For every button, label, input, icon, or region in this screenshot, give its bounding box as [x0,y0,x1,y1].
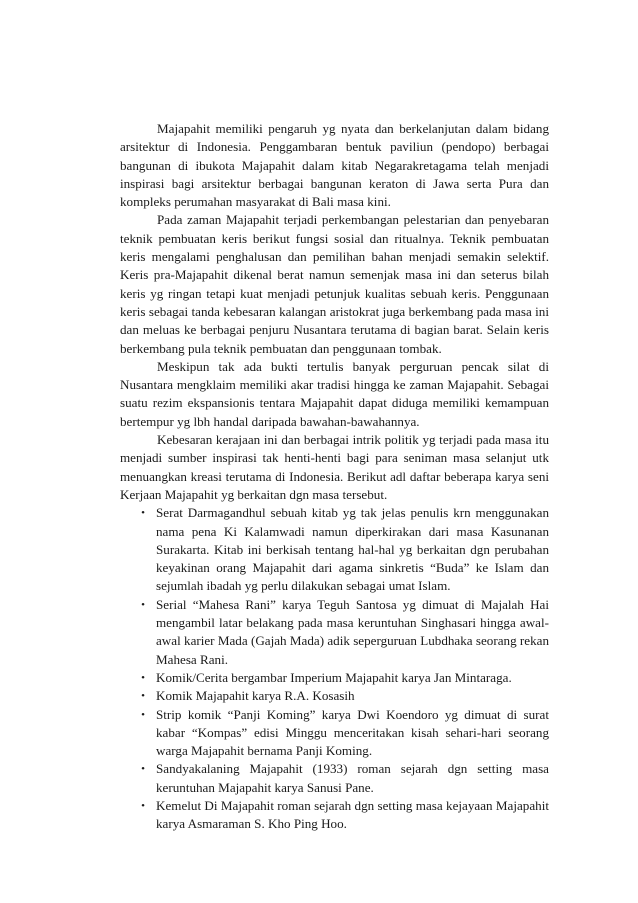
bullet-icon: • [141,799,145,812]
bullet-icon: • [141,690,145,703]
bullet-icon: • [141,671,145,684]
paragraph-architecture: Majapahit memiliki pengaruh yg nyata dan berkelanjutan dalam bidang arsitektur di Indonesia. Penggambaran bentuk paviliun (pendopo) berbagai bangunan di ibukota Majapahit dalam kitab Negarakretagama telah menjadi inspirasi bagi arsitektur berbagai bangunan keraton di Jawa serta Pura dan kompleks perumahan masyarakat di Bali masa kini. [120,121,549,210]
paragraph-keris: Pada zaman Majapahit terjadi perkembangan pelestarian dan penyebaran teknik pembuatan keris berikut fungsi sosial dan ritualnya. Teknik pembuatan keris mengalami penghalusan dan pemilihan bahan menjadi semakin selektif. Keris pra-Majapahit dikenal berat namun semenjak masa ini dan seterus bilah keris yg ringan tetapi kuat menjadi petunjuk kualitas sebuah keris. Penggunaan keris sebagai tanda kebesaran kalangan aristokrat juga berkembang pada masa ini dan meluas ke berbagai penjuru Nusantara terutama di bagian barat. Selain keris berkembang pula teknik pembuatan dan penggunaan tombak. [120,212,549,356]
bullet-icon: • [141,507,145,520]
bullet-icon: • [141,763,145,776]
list-item [141,706,549,761]
artworks-list [120,504,549,833]
list-item-text: Komik Majapahit karya R.A. Kosasih [156,688,355,704]
list-item [141,596,549,669]
bullet-icon: • [141,708,145,721]
list-item-text: Kemelut Di Majapahit roman sejarah dgn setting masa kejayaan Majapahit karya Asmaraman S. Kho Ping Hoo. [156,797,549,832]
list-item [141,669,549,687]
bullet-icon: • [141,598,145,611]
list-item-text: Serial “Mahesa Rani” karya Teguh Santosa yg dimuat di Majalah Hai mengambil latar belakang pada masa keruntuhan Singhasari hingga awal-awal karier Mada (Gajah Mada) adik seperguruan Lubdhaka seorang rekan Mahesa Rani. [156,596,549,667]
list-item [141,760,549,797]
list-item [141,687,549,705]
list-item [141,797,549,834]
list-item-text: Komik/Cerita bergambar Imperium Majapahit karya Jan Mintaraga. [156,669,512,685]
paragraph-art-inspiration: Kebesaran kerajaan ini dan berbagai intrik politik yg terjadi pada masa itu menjadi sumber inspirasi tak henti-henti bagi para seniman masa selanjut utk menuangkan kreasi terutama di Indonesia. Berikut adl daftar beberapa karya seni Kerjaan Majapahit yg berkaitan dgn masa tersebut. [120,432,549,502]
list-item-text: Serat Darmagandhul sebuah kitab yg tak jelas penulis krn menggunakan nama pena Ki Kalamwadi namun diperkirakan dari masa Kasunanan Surakarta. Kitab ini berkisah tentang hal-hal yg berkaitan dgn perubahan keyakinan orang Majapahit dari agama sinkretis “Buda” ke Islam dan sejumlah ibadah yg perlu dilakukan sebagai umat Islam. [156,505,549,594]
document-page [120,120,549,834]
paragraph-pencak-silat: Meskipun tak ada bukti tertulis banyak perguruan pencak silat di Nusantara mengklaim memiliki akar tradisi hingga ke zaman Majapahit. Sebagai suatu rezim ekspansionis tentara Majapahit dapat diduga memiliki kemampuan bertempur yg lbh handal daripada bawahan-bawahannya. [120,358,549,429]
list-item-text: Strip komik “Panji Koming” karya Dwi Koendoro yg dimuat di surat kabar “Kompas” edisi Minggu menceritakan kisah sehari-hari seorang warga Majapahit bernama Panji Koming. [156,706,549,759]
list-item [141,504,549,595]
list-item-text: Sandyakalaning Majapahit (1933) roman sejarah dgn setting masa keruntuhan Majapahit karya Sanusi Pane. [156,761,549,795]
